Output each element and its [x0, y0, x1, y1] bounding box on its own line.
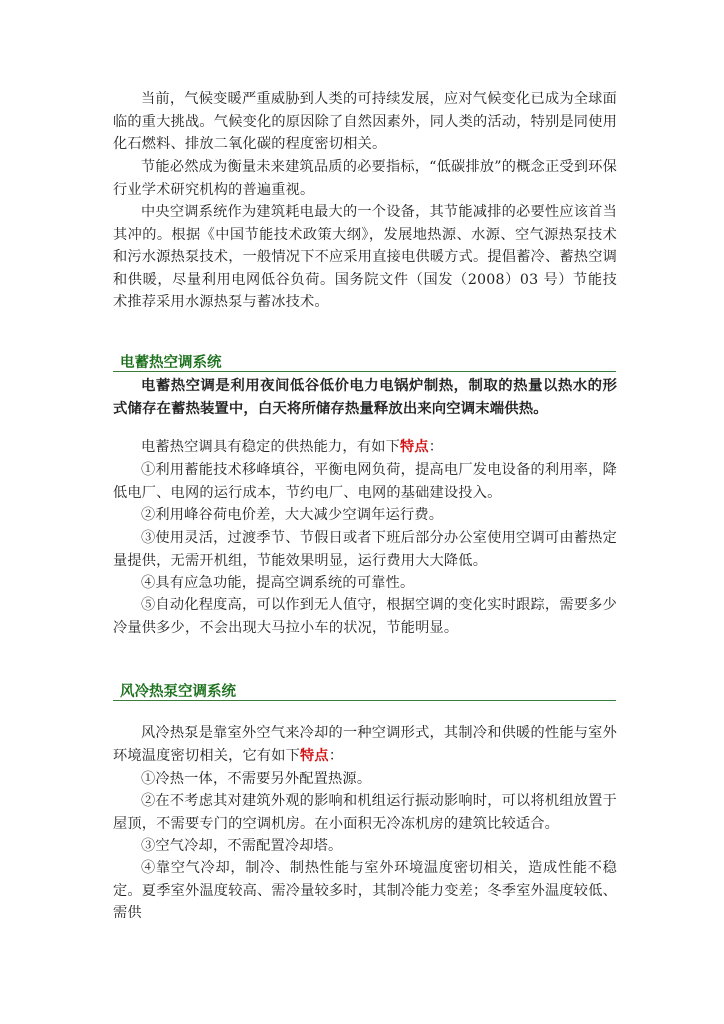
section1-item-1: ①利用蓄能技术移峰填谷，平衡电网负荷，提高电厂发电设备的利用率，降低电厂、电网的运行成本，节约电厂、电网的基础建设投入。	[113, 462, 617, 501]
features-keyword: 特点	[300, 747, 329, 764]
section1-item-4: ④具有应急功能，提高空调系统的可靠性。	[141, 575, 415, 591]
intro-paragraph-3: 中央空调系统作为建筑耗电最大的一个设备，其节能减排的必要性应该首当其冲的。根据《中国节能技术政策大纲》，发展地热源、水源、空气源热泵技术和污水源热泵技术，一般情况下不应采用直接电供暖方式。提倡蓄冷、蓄热空调和供暖，尽量利用电网低谷负荷。国务院文件（国发（2008）03 号）节能技术推荐采用水源热泵与蓄冰技术。	[113, 204, 617, 310]
section2-item-3: ③空气冷却，不需配置冷却塔。	[141, 838, 343, 854]
section2-intro-paragraph	[113, 722, 617, 767]
section-heading-air-cooled-heat-pump: 风冷热泵空调系统	[120, 684, 236, 700]
features-colon: ：	[328, 747, 344, 764]
features-intro-text: 电蓄热空调具有稳定的供热能力，有如下	[141, 439, 400, 455]
section-heading-electric-heat-storage: 电蓄热空调系统	[120, 355, 222, 371]
section2-item-2: ②在不考虑其对建筑外观的影响和机组运行振动影响时，可以将机组放置于屋顶，不需要专门的空调机房。在小面积无冷冻机房的建筑比较适合。	[113, 793, 617, 832]
section1-item-5: ⑤自动化程度高，可以作到无人值守，根据空调的变化实时跟踪，需要多少冷量供多少，不会出现大马拉小车的状况，节能明显。	[113, 597, 617, 636]
section-divider	[113, 371, 616, 372]
section2-intro-text: 风冷热泵是靠室外空气来冷却的一种空调形式，其制冷和供暖的性能与室外环境温度密切相关，它有如下	[113, 725, 617, 764]
section1-features-intro	[113, 436, 617, 459]
section-divider	[113, 700, 616, 701]
intro-paragraph-2: 节能必然成为衡量未来建筑品质的必要指标，“低碳排放”的概念正受到环保行业学术研究机构的普遍重视。	[113, 159, 617, 198]
features-colon: ：	[428, 439, 444, 455]
features-keyword: 特点	[399, 439, 429, 455]
section2-item-1: ①冷热一体，不需要另外配置热源。	[141, 771, 372, 787]
section1-item-3: ③使用灵活，过渡季节、节假日或者下班后部分办公室使用空调可由蓄热定量提供，无需开机组，节能效果明显，运行费用大大降低。	[113, 530, 617, 569]
section1-lead-paragraph: 电蓄热空调是利用夜间低谷低价电力电锅炉制热，制取的热量以热水的形式储存在蓄热装置中，白天将所储存热量释放出来向空调末端供热。	[113, 378, 617, 417]
section2-item-4: ④靠空气冷却，制冷、制热性能与室外环境温度密切相关，造成性能不稳定。夏季室外温度较高、需冷量较多时，其制冷能力变差；冬季室外温度较低、需供	[113, 860, 617, 921]
section1-item-2: ②利用峰谷荷电价差，大大减少空调年运行费。	[141, 507, 444, 523]
intro-paragraph-1: 当前，气候变暖严重威胁到人类的可持续发展，应对气候变化已成为全球面临的重大挑战。气候变化的原因除了自然因素外，同人类的活动，特别是同使用化石燃料、排放二氧化碳的程度密切相关。	[113, 91, 617, 152]
